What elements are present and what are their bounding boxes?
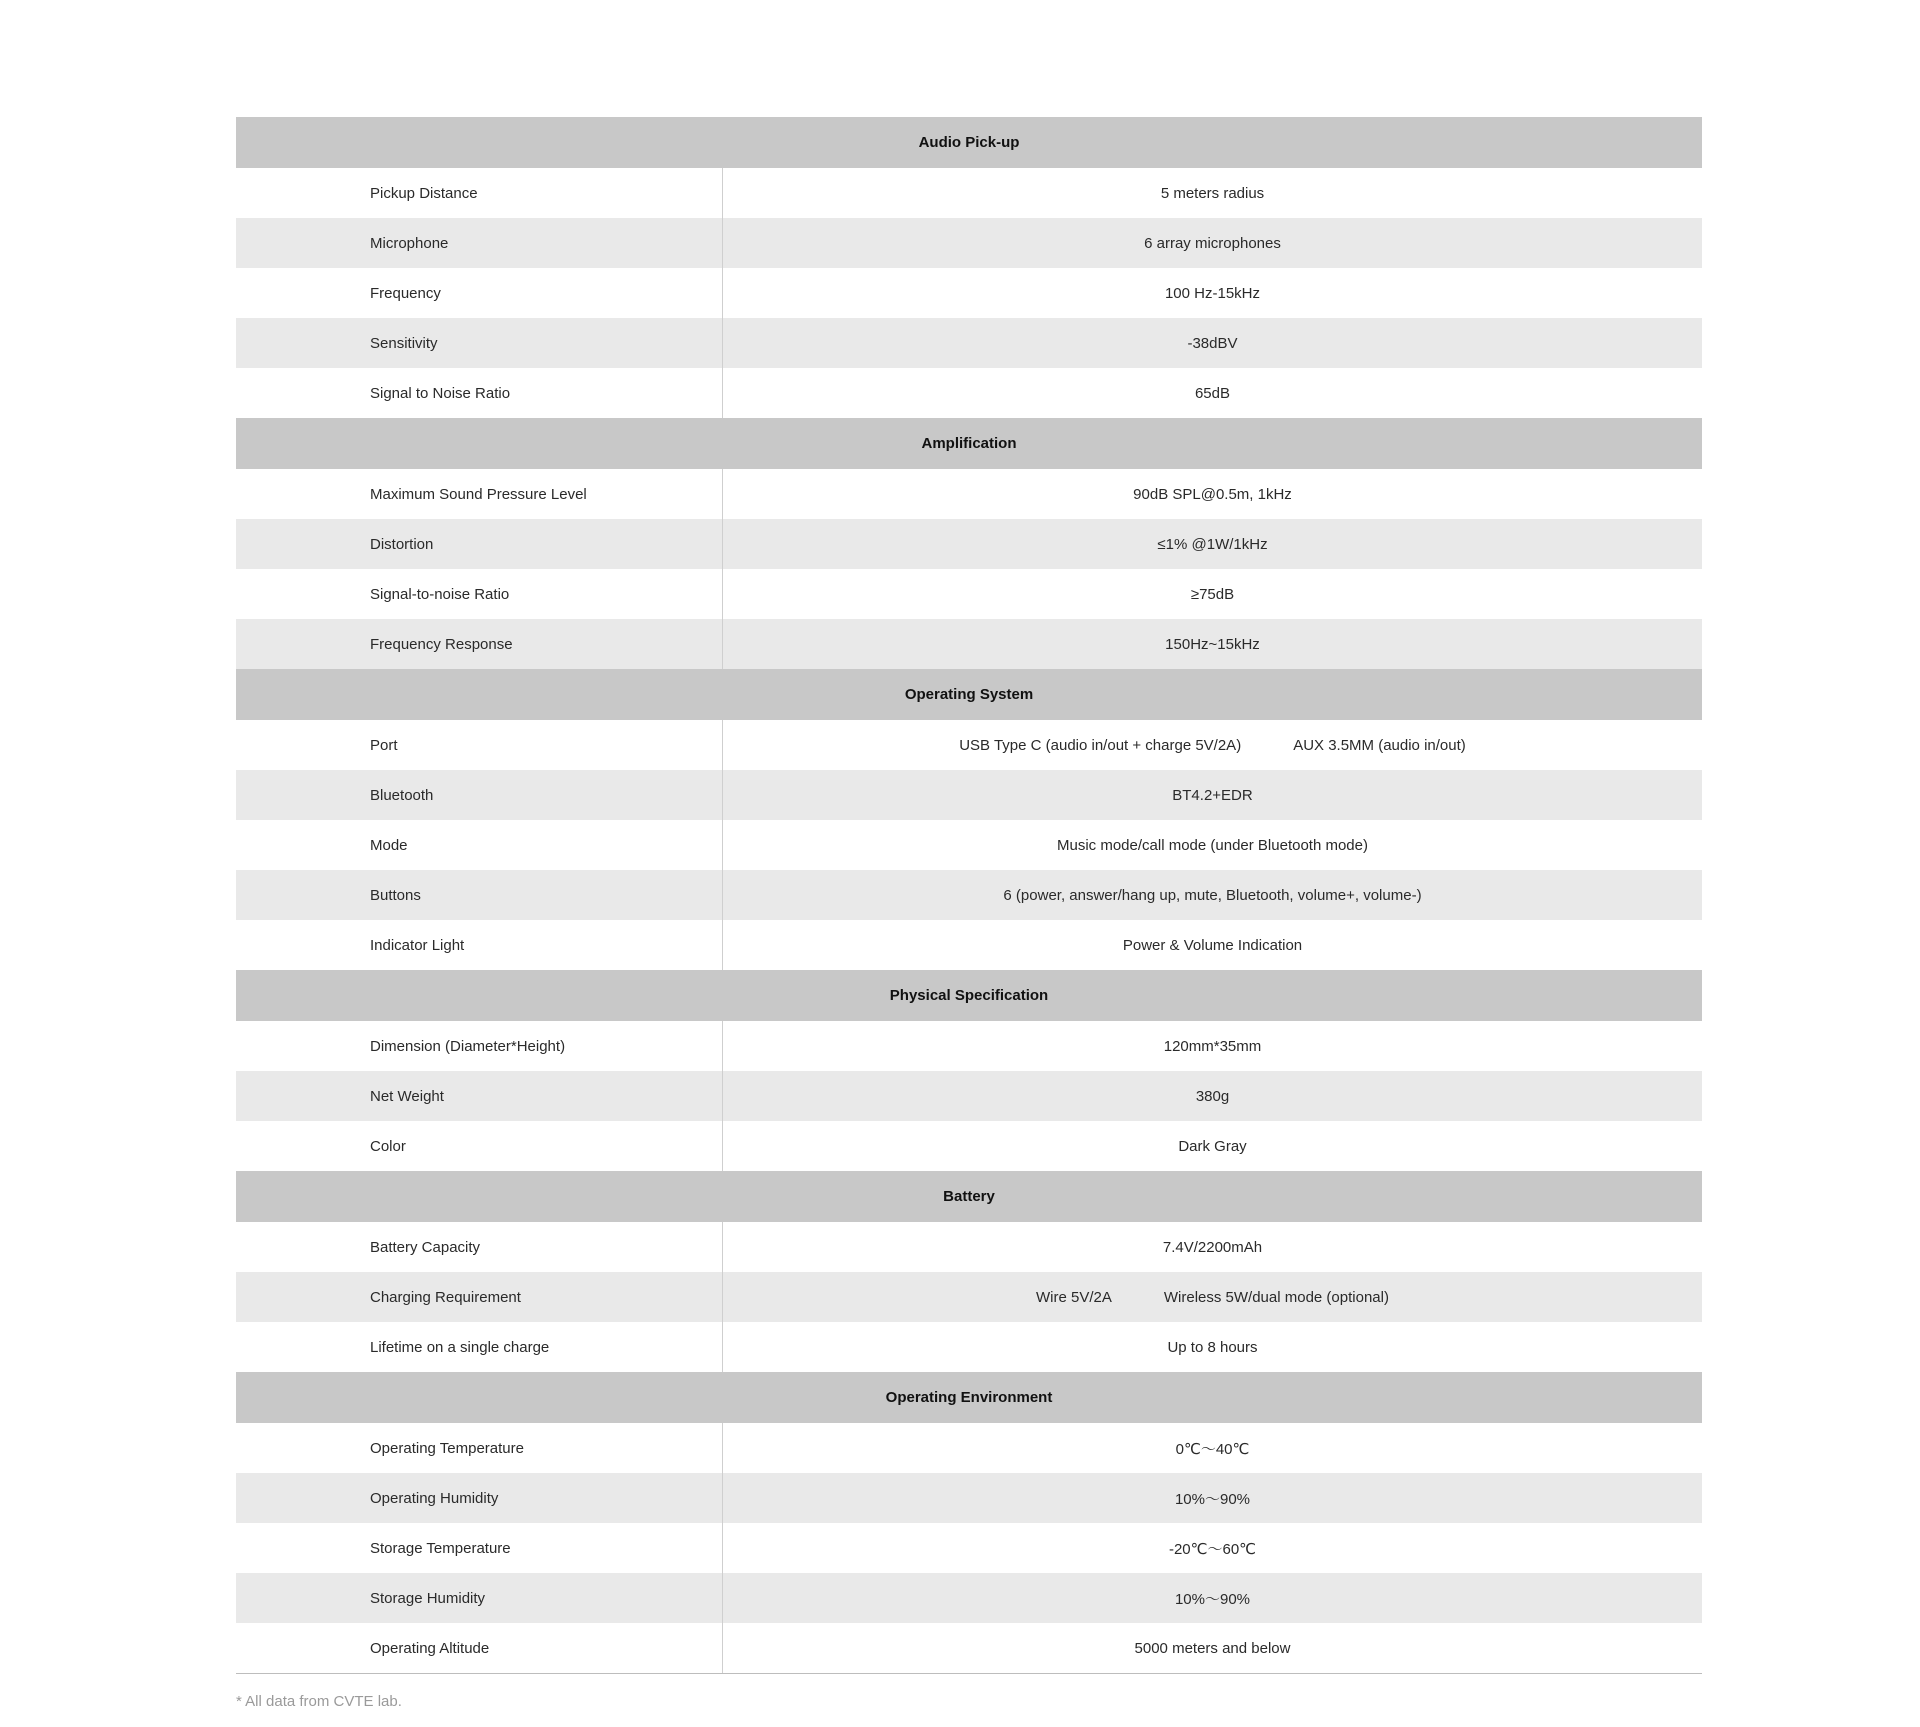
section-header: Physical Specification — [236, 970, 1702, 1021]
spec-value-cell — [723, 870, 1702, 920]
spec-table — [236, 117, 1702, 1674]
spec-value-cell — [723, 368, 1702, 418]
spec-value-cell — [723, 218, 1702, 268]
spec-value-cell — [723, 1021, 1702, 1071]
spec-row — [236, 720, 1702, 770]
spec-value: Wireless 5W/dual mode (optional) — [1163, 1288, 1389, 1306]
spec-label: Signal to Noise Ratio — [236, 368, 723, 418]
spec-value-cell — [723, 1121, 1702, 1171]
spec-value-cell — [723, 1222, 1702, 1272]
footnote: * All data from CVTE lab. — [236, 1693, 402, 1710]
spec-row — [236, 920, 1702, 970]
spec-value: ≤1% @1W/1kHz — [1157, 535, 1268, 553]
section-header: Battery — [236, 1171, 1702, 1222]
spec-value-cell — [723, 920, 1702, 970]
spec-label: Mode — [236, 820, 723, 870]
spec-label: Dimension (Diameter*Height) — [236, 1021, 723, 1071]
spec-row — [236, 870, 1702, 920]
spec-row — [236, 218, 1702, 268]
spec-row — [236, 1071, 1702, 1121]
spec-value: 120mm*35mm — [1163, 1037, 1262, 1055]
spec-value: 6 (power, answer/hang up, mute, Bluetooth, volume+, volume-) — [1003, 886, 1422, 904]
section-header: Amplification — [236, 418, 1702, 469]
spec-value: Dark Gray — [1178, 1137, 1247, 1155]
spec-value: -20℃～60℃ — [1168, 1540, 1257, 1558]
section-header: Audio Pick-up — [236, 117, 1702, 168]
spec-value: 5 meters radius — [1160, 184, 1265, 202]
spec-label: Frequency Response — [236, 619, 723, 669]
spec-row — [236, 1322, 1702, 1372]
spec-label: Operating Altitude — [236, 1623, 723, 1673]
spec-value-cell — [723, 1272, 1702, 1322]
spec-label: Buttons — [236, 870, 723, 920]
spec-row — [236, 519, 1702, 569]
spec-value: 6 array microphones — [1144, 234, 1281, 252]
spec-value-cell — [723, 1071, 1702, 1121]
spec-value-cell — [723, 1473, 1702, 1523]
spec-label: Net Weight — [236, 1071, 723, 1121]
spec-row — [236, 1222, 1702, 1272]
spec-value: Music mode/call mode (under Bluetooth mode) — [1057, 836, 1368, 854]
spec-label: Lifetime on a single charge — [236, 1322, 723, 1372]
spec-value: 7.4V/2200mAh — [1162, 1238, 1263, 1256]
spec-value-cell — [723, 1322, 1702, 1372]
spec-label: Operating Humidity — [236, 1473, 723, 1523]
spec-value: 150Hz~15kHz — [1165, 635, 1260, 653]
spec-value-cell — [723, 1573, 1702, 1623]
spec-value: Up to 8 hours — [1167, 1338, 1258, 1356]
spec-value: Power & Volume Indication — [1122, 936, 1303, 954]
spec-value: 90dB SPL@0.5m, 1kHz — [1133, 485, 1292, 503]
spec-row — [236, 1021, 1702, 1071]
spec-value-cell — [723, 168, 1702, 218]
section-header: Operating Environment — [236, 1372, 1702, 1423]
spec-value: 100 Hz-15kHz — [1164, 284, 1261, 302]
table-bottom-rule — [236, 1673, 1702, 1674]
spec-row — [236, 1623, 1702, 1673]
spec-row — [236, 1573, 1702, 1623]
spec-value: 65dB — [1194, 384, 1231, 402]
spec-value: BT4.2+EDR — [1172, 786, 1253, 804]
spec-value-cell — [723, 469, 1702, 519]
spec-row — [236, 1473, 1702, 1523]
spec-value: USB Type C (audio in/out + charge 5V/2A) — [959, 736, 1242, 754]
spec-label: Bluetooth — [236, 770, 723, 820]
spec-value-cell — [723, 770, 1702, 820]
spec-value-cell — [723, 1423, 1702, 1473]
spec-value: 380g — [1195, 1087, 1230, 1105]
spec-label: Indicator Light — [236, 920, 723, 970]
spec-value-cell — [723, 268, 1702, 318]
spec-value-cell — [723, 519, 1702, 569]
spec-label: Color — [236, 1121, 723, 1171]
spec-value: AUX 3.5MM (audio in/out) — [1293, 736, 1466, 754]
spec-label: Signal-to-noise Ratio — [236, 569, 723, 619]
spec-label: Maximum Sound Pressure Level — [236, 469, 723, 519]
section-header: Operating System — [236, 669, 1702, 720]
spec-value: 0℃～40℃ — [1175, 1440, 1250, 1458]
spec-value: 10%～90% — [1174, 1490, 1251, 1508]
spec-row — [236, 469, 1702, 519]
spec-value-cell — [723, 318, 1702, 368]
spec-value: ≥75dB — [1190, 585, 1235, 603]
spec-row — [236, 1423, 1702, 1473]
spec-value-cell — [723, 619, 1702, 669]
spec-row — [236, 1121, 1702, 1171]
spec-label: Storage Humidity — [236, 1573, 723, 1623]
spec-value: 10%～90% — [1174, 1590, 1251, 1608]
spec-label: Distortion — [236, 519, 723, 569]
spec-label: Pickup Distance — [236, 168, 723, 218]
spec-row — [236, 569, 1702, 619]
spec-row — [236, 820, 1702, 870]
spec-label: Battery Capacity — [236, 1222, 723, 1272]
spec-value-cell — [723, 820, 1702, 870]
spec-row — [236, 168, 1702, 218]
spec-row — [236, 268, 1702, 318]
spec-value-cell — [723, 1623, 1702, 1673]
spec-row — [236, 1272, 1702, 1322]
spec-row — [236, 368, 1702, 418]
spec-value-cell — [723, 1523, 1702, 1573]
spec-value-cell — [723, 720, 1702, 770]
spec-value-cell — [723, 569, 1702, 619]
spec-label: Microphone — [236, 218, 723, 268]
spec-label: Frequency — [236, 268, 723, 318]
spec-value: 5000 meters and below — [1134, 1639, 1291, 1657]
spec-label: Charging Requirement — [236, 1272, 723, 1322]
spec-row — [236, 318, 1702, 368]
spec-row — [236, 1523, 1702, 1573]
spec-label: Sensitivity — [236, 318, 723, 368]
spec-label: Storage Temperature — [236, 1523, 723, 1573]
spec-row — [236, 770, 1702, 820]
spec-value: -38dBV — [1187, 334, 1238, 352]
spec-label: Operating Temperature — [236, 1423, 723, 1473]
spec-value: Wire 5V/2A — [1036, 1288, 1112, 1306]
spec-row — [236, 619, 1702, 669]
spec-label: Port — [236, 720, 723, 770]
